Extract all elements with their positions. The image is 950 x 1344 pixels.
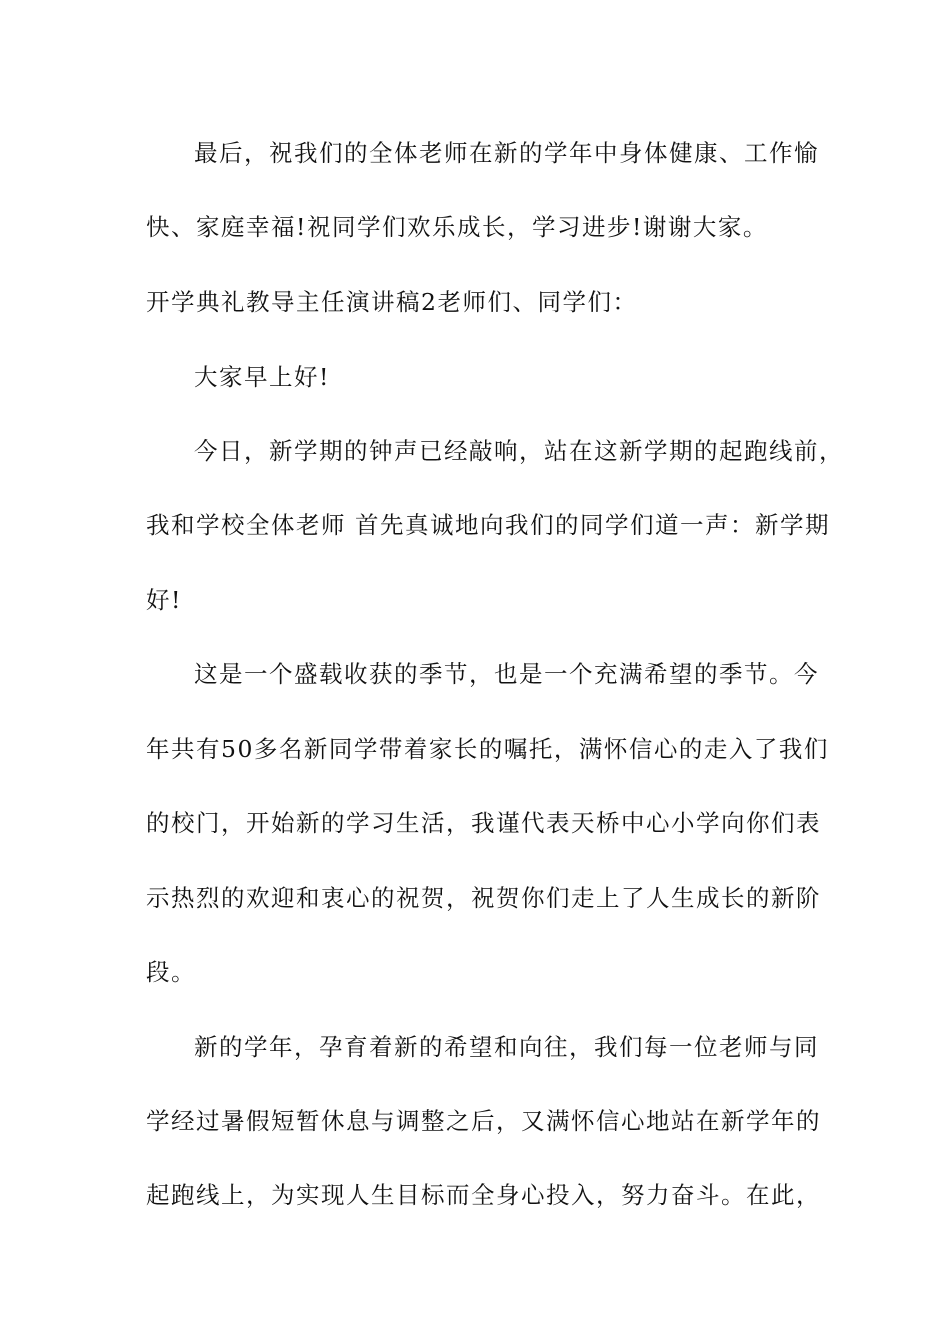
paragraph-line: 年共有50多名新同学带着家长的嘱托，满怀信心的走入了我们 [146, 735, 829, 763]
section-heading: 开学典礼教导主任演讲稿2老师们、同学们： [146, 288, 638, 316]
paragraph-line: 好! [146, 586, 182, 614]
paragraph-line: 的校门，开始新的学习生活，我谨代表天桥中心小学向你们表 [146, 809, 821, 837]
greeting-line: 大家早上好! [194, 363, 330, 391]
paragraph-line: 新的学年，孕育着新的希望和向往，我们每一位老师与同 [194, 1033, 819, 1061]
paragraph-line: 起跑线上，为实现人生目标而全身心投入，努力奋斗。在此， [146, 1181, 821, 1209]
paragraph-line: 学经过暑假短暂休息与调整之后，又满怀信心地站在新学年的 [146, 1107, 821, 1135]
paragraph-line: 今日，新学期的钟声已经敲响，站在这新学期的起跑线前， [194, 437, 844, 465]
paragraph-line: 快、家庭幸福!祝同学们欢乐成长，学习进步!谢谢大家。 [146, 213, 768, 241]
paragraph-line: 段。 [146, 958, 196, 986]
paragraph-line: 我和学校全体老师 首先真诚地向我们的同学们道一声：新学期 [146, 511, 830, 539]
paragraph-line: 示热烈的欢迎和衷心的祝贺，祝贺你们走上了人生成长的新阶 [146, 884, 821, 912]
paragraph-line: 最后，祝我们的全体老师在新的学年中身体健康、工作愉 [194, 139, 819, 167]
paragraph-line: 这是一个盛载收获的季节，也是一个充满希望的季节。今 [194, 660, 819, 688]
